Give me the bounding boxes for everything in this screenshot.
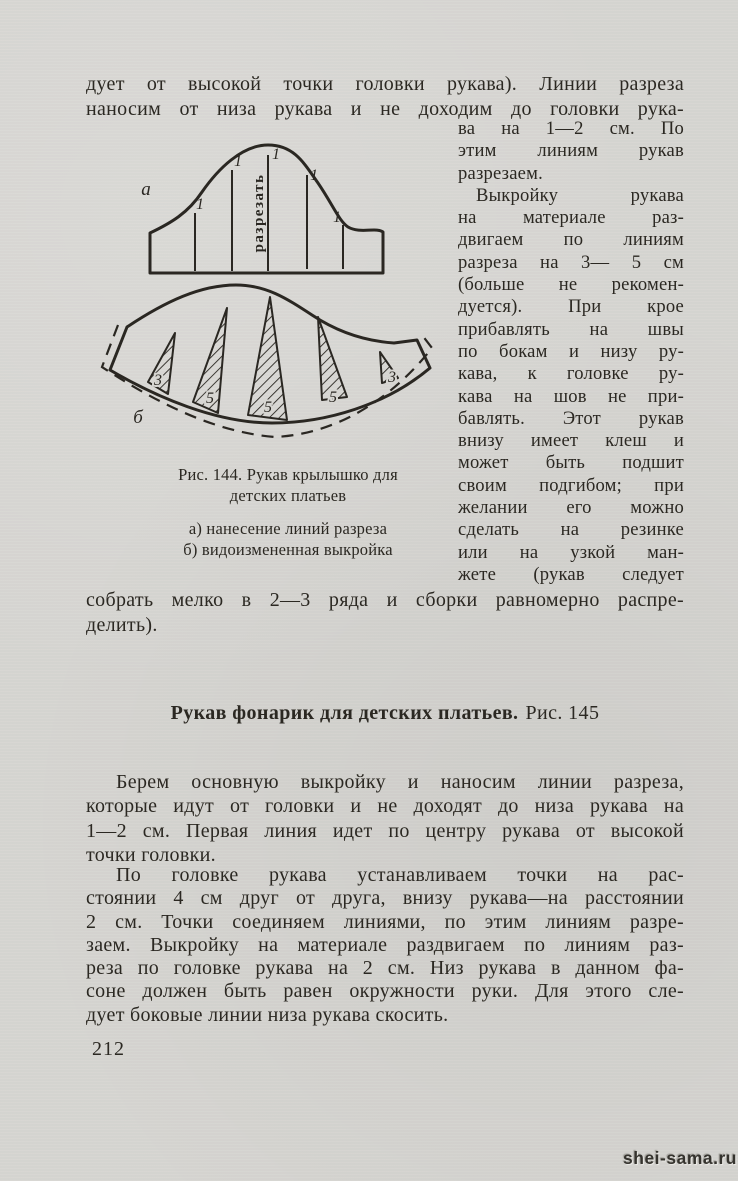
text-line: реза по головке рукава на 2 см. Низ рукава в данном фа-: [86, 957, 684, 980]
text-line: Берем основную выкройку и наносим линии разреза,: [116, 771, 684, 793]
text-line: точки головки.: [86, 843, 216, 866]
cut-mark-label: 1: [272, 146, 280, 163]
text-line: на материале раз-: [458, 207, 684, 229]
section-heading-figure-ref: Рис. 145: [525, 702, 600, 724]
text-line: дует боковые линии низа рукава скосить.: [86, 1003, 449, 1026]
text-line: может быть подшит: [458, 452, 684, 474]
wedge-value-label: 5: [264, 399, 272, 416]
figure-144-caption-items: [118, 518, 458, 560]
text-line: наносим от низа рукава и не доходим до головки рука-: [86, 97, 684, 120]
text-line: которые идут от головки и не доходят до низа рукава на: [86, 795, 684, 818]
text-line: этим линиям рукав: [458, 140, 684, 162]
diagram-b: [102, 285, 432, 437]
text-line: своим подгибом; при: [458, 474, 684, 496]
figure-144-illustration: [96, 135, 436, 467]
text-line: кава на шов не при-: [458, 385, 684, 407]
text-line: Выкройку рукава: [476, 184, 684, 206]
text-line: по бокам и низу ру-: [458, 340, 684, 362]
diagram-a: [141, 145, 383, 273]
text-line: внизу имеет клеш и: [458, 430, 684, 452]
text-line: бавлять. Этот рукав: [458, 407, 684, 429]
wedge-4: [318, 317, 347, 400]
text-line: (больше не рекомен-: [458, 274, 684, 296]
text-line: двигаем по линиям: [458, 229, 684, 251]
text-line: прибавлять на швы: [458, 318, 684, 340]
diagram-b-label: б: [133, 407, 143, 428]
caption-item-b: б) видоизмененная выкройка: [183, 540, 393, 559]
cut-mark-label: 1: [310, 167, 318, 184]
cut-mark-label: 1: [333, 209, 341, 226]
closing-paragraph: [86, 588, 684, 637]
cut-direction-label: разрезать: [251, 173, 267, 253]
text-line: По головке рукава устанавливаем точки на рас-: [116, 864, 684, 886]
text-line: делить).: [86, 613, 158, 636]
text-line: разрезаем.: [458, 162, 543, 184]
section-heading: [86, 702, 684, 725]
text-line: стоянии 4 см друг от друга, внизу рукава—на расстоянии: [86, 887, 684, 910]
wedge-value-label: 5: [329, 389, 337, 406]
intro-paragraph: [86, 72, 684, 121]
text-line: жете (рукав следует: [458, 563, 684, 585]
wedge-value-label: 3: [388, 369, 396, 386]
wedge-value-label: 3: [154, 372, 162, 389]
cut-mark-label: 1: [196, 196, 204, 213]
site-watermark: shei-sama.ru: [623, 1148, 737, 1168]
caption-title-line: Рис. 144. Рукав крылышко для: [178, 465, 398, 484]
diagram-a-label: а: [141, 179, 151, 200]
text-line: дуется). При крое: [458, 296, 684, 318]
section-heading-title: Рукав фонарик для детских платьев.: [170, 702, 519, 724]
text-line: разреза на 3— 5 см: [458, 251, 684, 273]
text-line: собрать мелко в 2—3 ряда и сборки равномерно распре-: [86, 589, 684, 611]
text-line: 1—2 см. Первая линия идет по центру рукава от высокой: [86, 819, 684, 842]
body-paragraph-1: [86, 770, 684, 867]
caption-title-line: детских платьев: [229, 486, 347, 505]
text-line: 2 см. Точки соединяем линиями, по этим линиям разре-: [86, 910, 684, 933]
body-paragraph-2: [86, 864, 684, 1027]
text-line: соне должен быть равен окружности руки. Для этого сле-: [86, 980, 684, 1003]
right-text-column: [458, 118, 684, 586]
figure-144-caption: [118, 464, 458, 506]
wedge-value-label: 5: [206, 390, 214, 407]
text-line: кава, к головке ру-: [458, 363, 684, 385]
text-line: ва на 1—2 см. По: [458, 118, 684, 139]
text-line: заем. Выкройку на материале раздвигаем по линиям раз-: [86, 933, 684, 956]
text-line: дует от высокой точки головки рукава). Линии разреза: [86, 73, 684, 95]
text-line: сделать на резинке: [458, 519, 684, 541]
cut-mark-label: 1: [234, 153, 242, 170]
text-line: или на узкой ман-: [458, 541, 684, 563]
text-line: желании его можно: [458, 497, 684, 519]
page-number: 212: [92, 1038, 125, 1060]
caption-item-a: а) нанесение линий разреза: [188, 519, 388, 538]
